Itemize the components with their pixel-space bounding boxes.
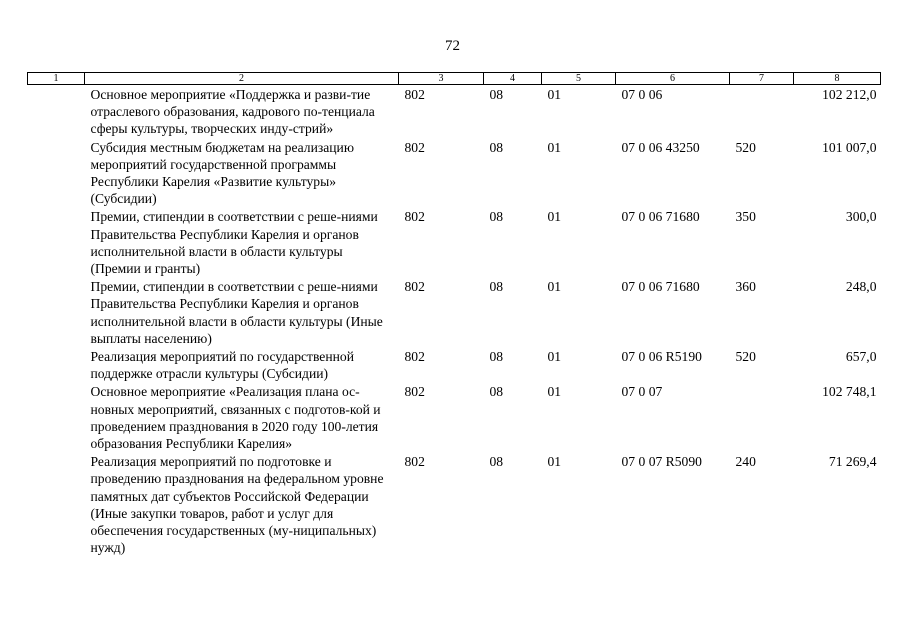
table-row bbox=[28, 382, 881, 452]
table-row bbox=[28, 277, 881, 347]
ministry-code-cell: 802 bbox=[404, 139, 425, 155]
column-number-header bbox=[28, 73, 881, 85]
row-number-cell bbox=[28, 85, 85, 138]
column-header: 8 bbox=[794, 73, 881, 85]
expense-type-cell: 240 bbox=[735, 454, 756, 470]
amount-cell: 300,0 bbox=[845, 209, 877, 225]
amount-cell: 248,0 bbox=[845, 279, 877, 295]
section-code-cell: 08 bbox=[489, 209, 504, 225]
budget-table bbox=[27, 72, 881, 556]
column-header: 1 bbox=[28, 73, 85, 85]
column-header: 3 bbox=[399, 73, 484, 85]
description-cell: Премии, стипендии в соответствии с реше-ниями Правительства Республики Карелия и органов исполнительной власти в области культуры (Премии и гранты) bbox=[90, 209, 378, 277]
subsection-code-cell: 01 bbox=[547, 279, 562, 295]
amount-cell: 102 212,0 bbox=[822, 87, 877, 102]
table-row bbox=[28, 347, 881, 382]
column-header: 2 bbox=[85, 73, 399, 85]
row-number-cell bbox=[28, 277, 85, 347]
expense-type-cell: 350 bbox=[735, 209, 756, 225]
table-row bbox=[28, 138, 881, 208]
expense-type-cell bbox=[730, 85, 794, 138]
column-header: 5 bbox=[542, 73, 616, 85]
table-row bbox=[28, 207, 881, 277]
expense-type-cell: 520 bbox=[735, 139, 756, 155]
ministry-code-cell: 802 bbox=[404, 279, 425, 295]
subsection-code-cell: 01 bbox=[547, 384, 562, 400]
row-number-cell bbox=[28, 452, 85, 556]
description-cell: Основное мероприятие «Реализация плана ос-новных мероприятий, связанных с подготов-кой и проведением празднования в 2020 году 100-летия образования Республики Карелия» bbox=[90, 384, 381, 452]
section-code-cell: 08 bbox=[489, 279, 504, 295]
row-number-cell bbox=[28, 347, 85, 382]
description-cell: Реализация мероприятий по государственной поддержке отрасли культуры (Субсидии) bbox=[90, 349, 354, 382]
amount-cell: 101 007,0 bbox=[822, 139, 877, 155]
row-number-cell bbox=[28, 138, 85, 208]
target-article-cell: 07 0 06 bbox=[621, 87, 663, 102]
target-article-cell: 07 0 06 43250 bbox=[621, 139, 700, 155]
table-row bbox=[28, 452, 881, 556]
section-code-cell: 08 bbox=[489, 349, 504, 365]
section-code-cell: 08 bbox=[489, 454, 504, 470]
table-row bbox=[28, 85, 881, 138]
subsection-code-cell: 01 bbox=[547, 209, 562, 225]
subsection-code-cell: 01 bbox=[547, 349, 562, 365]
expense-type-cell: 360 bbox=[735, 279, 756, 295]
amount-cell: 657,0 bbox=[845, 349, 877, 365]
amount-cell: 102 748,1 bbox=[822, 384, 877, 400]
row-number-cell bbox=[28, 382, 85, 452]
target-article-cell: 07 0 06 R5190 bbox=[621, 349, 702, 365]
section-code-cell: 08 bbox=[489, 384, 504, 400]
column-header: 6 bbox=[616, 73, 730, 85]
ministry-code-cell: 802 bbox=[404, 209, 425, 225]
ministry-code-cell: 802 bbox=[404, 87, 425, 102]
description-cell: Основное мероприятие «Поддержка и разви-тие отраслевого образования, кадрового по-тенциала сферы культуры, творческих инду-стрий» bbox=[90, 87, 375, 137]
subsection-code-cell: 01 bbox=[547, 139, 562, 155]
target-article-cell: 07 0 07 bbox=[621, 384, 663, 400]
description-cell: Реализация мероприятий по подготовке и проведению празднования на федеральном уровне памятных дат субъектов Российской Федерации (Иные закупки товаров, работ и услуг для обеспечения государственных (му-ниципальных) нужд) bbox=[90, 454, 384, 556]
target-article-cell: 07 0 06 71680 bbox=[621, 209, 700, 225]
column-header: 7 bbox=[730, 73, 794, 85]
ministry-code-cell: 802 bbox=[404, 349, 425, 365]
column-header: 4 bbox=[484, 73, 542, 85]
subsection-code-cell: 01 bbox=[547, 87, 562, 102]
section-code-cell: 08 bbox=[489, 87, 504, 102]
expense-type-cell: 520 bbox=[735, 349, 756, 365]
row-number-cell bbox=[28, 207, 85, 277]
ministry-code-cell: 802 bbox=[404, 384, 425, 400]
target-article-cell: 07 0 06 71680 bbox=[621, 279, 700, 295]
description-cell: Премии, стипендии в соответствии с реше-ниями Правительства Республики Карелия и органов исполнительной власти в области культуры (Иные выплаты населению) bbox=[90, 279, 383, 346]
target-article-cell: 07 0 07 R5090 bbox=[621, 454, 702, 470]
amount-cell: 71 269,4 bbox=[828, 454, 877, 470]
ministry-code-cell: 802 bbox=[404, 454, 425, 470]
description-cell: Субсидия местным бюджетам на реализацию мероприятий государственной программы Республики Карелия «Развитие культуры» (Субсидии) bbox=[90, 139, 354, 207]
section-code-cell: 08 bbox=[489, 139, 504, 155]
expense-type-cell bbox=[730, 382, 794, 452]
subsection-code-cell: 01 bbox=[547, 454, 562, 470]
page-number: 72 bbox=[445, 38, 460, 54]
